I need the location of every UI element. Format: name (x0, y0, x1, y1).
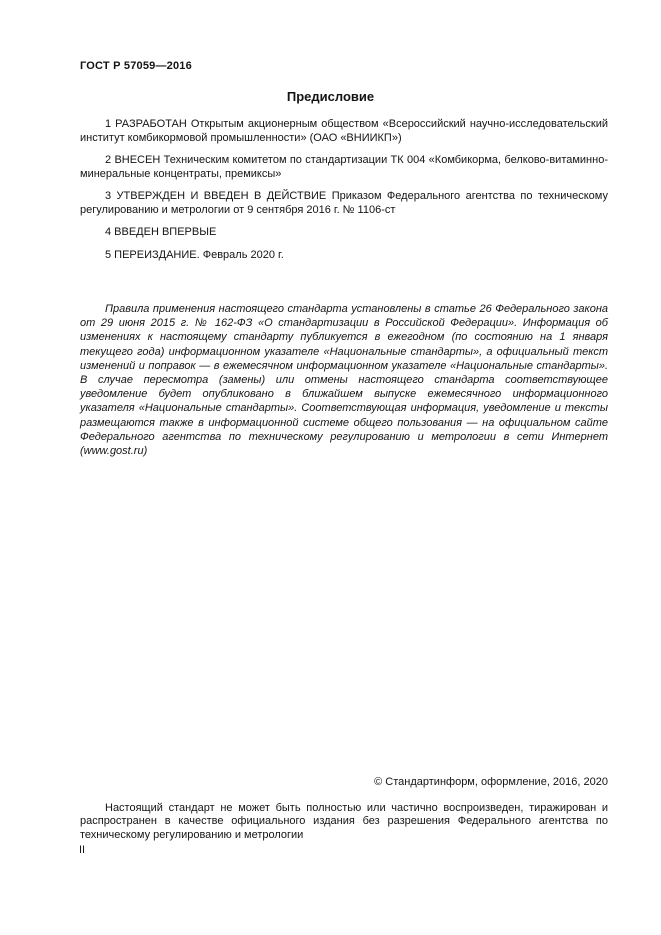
page-title: Предисловие (286, 89, 375, 104)
foreword-clause-2: 2 ВНЕСЕН Техническим комитетом по стандартизации ТК 004 «Комбикорма, белково-витаминно-минеральные концентраты, премиксы» (80, 154, 608, 180)
reproduction-restriction-notice: Настоящий стандарт не может быть полностью или частично воспроизведен, тиражирован и распространен в качестве официального издания без разрешения Федерального агентства по техническому регулированию и метрологии (80, 802, 608, 841)
foreword-clause-1: 1 РАЗРАБОТАН Открытым акционерным обществом «Всероссийский научно-исследовательский институт комбикормовой промышленности» (ОАО «ВНИИКП») (80, 118, 608, 144)
foreword-clause-4: 4 ВВЕДЕН ВПЕРВЫЕ (105, 226, 217, 238)
page-number: II (79, 844, 86, 856)
copyright-line: © Стандартинформ, оформление, 2016, 2020 (374, 776, 608, 788)
foreword-body (80, 118, 608, 458)
foreword-clause-3: 3 УТВЕРЖДЕН И ВВЕДЕН В ДЕЙСТВИЕ Приказом Федерального агентства по техническому регулированию и метрологии от 9 сентября 2016 г. № 1106-ст (80, 190, 608, 216)
foreword-clause-5: 5 ПЕРЕИЗДАНИЕ. Февраль 2020 г. (105, 248, 284, 261)
legal-application-notice: Правила применения настоящего стандарта установлены в статье 26 Федерального закона от 29 июня 2015 г. № 162-ФЗ «О стандартизации в Российской Федерации». Информация об изменениях к настоящему стандарту публикуется в ежегодном (по состоянию на 1 января текущего года) информационном указателе «Национальные стандарты», а официальный текст изменений и поправок — в ежемесячном информационном указателе «Национальные стандарты». В случае пересмотра (замены) или отмены настоящего стандарта соответствующее уведомление будет опубликовано в ближайшем выпуске ежемесячного информационного указателя «Национальные стандарты». Соответствующая информация, уведомление и тексты размещаются также в информационной системе общего пользования — на официальном сайте Федерального агентства по техническому регулированию и метрологии в сети Интернет (www.gost.ru) (80, 303, 608, 458)
document-code: ГОСТ Р 57059—2016 (80, 60, 192, 72)
